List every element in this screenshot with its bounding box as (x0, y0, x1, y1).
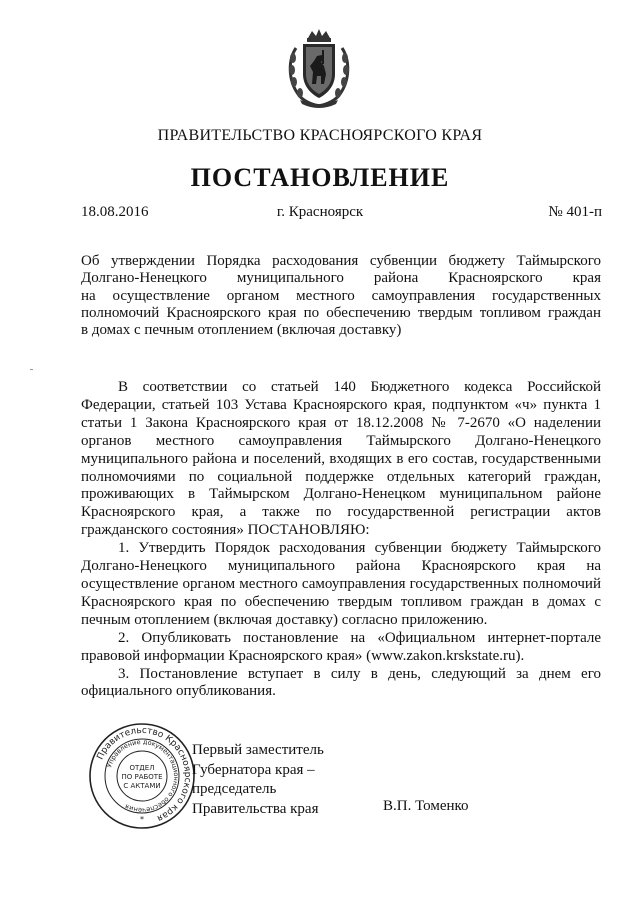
signature-position-line: председатель (192, 781, 277, 797)
signature-position-line: Первый заместитель (192, 742, 324, 758)
stamp-center-line: С АКТАМИ (123, 782, 161, 790)
scan-mark (30, 369, 33, 370)
subject-line: на осуществление органом местного самоуправления государственных (81, 287, 601, 304)
document-body (81, 379, 601, 701)
organization-title: ПРАВИТЕЛЬСТВО КРАСНОЯРСКОГО КРАЯ (157, 127, 483, 144)
item-2-paragraph: 2. Опубликовать постановление на «Официальном интернет-портале правовой информации Красноярского края» (www.zakon.krskstate.ru). (81, 629, 601, 664)
office-stamp (88, 722, 196, 830)
item-3-paragraph: 3. Постановление вступает в силу в день, следующий за днем его официального опубликования. (81, 665, 601, 700)
signature-position (192, 741, 324, 819)
preamble-paragraph: В соответствии со статьей 140 Бюджетного кодекса Российской Федерации, статьей 103 Устава Красноярского края, подпунктом «ч» пункта 1 статьи 1 Закона Красноярского края от 18.12.2008 № 7-2670 «О наделении органов местного самоуправления Таймырского Долгано-Ненецкого муниципального района и поселений, входящих в его состав, государственными полномочиями по социальной поддержке отдельных категорий граждан, проживающих в Таймырском Долгано-Ненецком муниципальном районе Красноярского края, а также по государственной регистрации актов гражданского состояния» ПОСТАНОВЛЯЮ: (81, 379, 601, 539)
document-number: № 401-п (548, 204, 602, 220)
subject-line: Долгано-Ненецкого муниципального района Красноярского края (81, 270, 601, 287)
stamp-center-line: ПО РАБОТЕ (121, 773, 163, 781)
signer-name: В.П. Томенко (383, 798, 469, 814)
stamp-center-line: ОТДЕЛ (129, 764, 155, 772)
coat-of-arms-emblem (286, 28, 352, 110)
stamp-outer-text: Правительство Красноярского края (95, 725, 193, 823)
document-type-heading: ПОСТАНОВЛЕНИЕ (190, 163, 450, 192)
item-1-paragraph: 1. Утвердить Порядок расходования субвенции бюджету Таймырского Долгано-Ненецкого муниципального района Красноярского края на осуществление органом местного самоуправления государственных полномочий Красноярского края по обеспечению твердым топливом граждан в домах с печным отоплением (включая доставку) согласно приложению. (81, 540, 601, 628)
subject-line: в домах с печным отоплением (включая доставку) (81, 322, 402, 339)
document-city: г. Красноярск (276, 204, 364, 220)
signature-position-line: Правительства края (192, 800, 319, 817)
document-subject (81, 253, 601, 339)
subject-line: полномочий Красноярского края по обеспечению твердым топливом граждан (81, 304, 601, 321)
subject-line: Об утверждении Порядка расходования субвенции бюджету Таймырского (81, 253, 601, 269)
stamp-inner-text: Управление документационного обеспечения (105, 737, 181, 815)
stamp-star-icon: * (140, 815, 144, 824)
signature-position-line: Губернатора края – (192, 761, 315, 778)
document-date: 18.08.2016 (81, 204, 149, 220)
